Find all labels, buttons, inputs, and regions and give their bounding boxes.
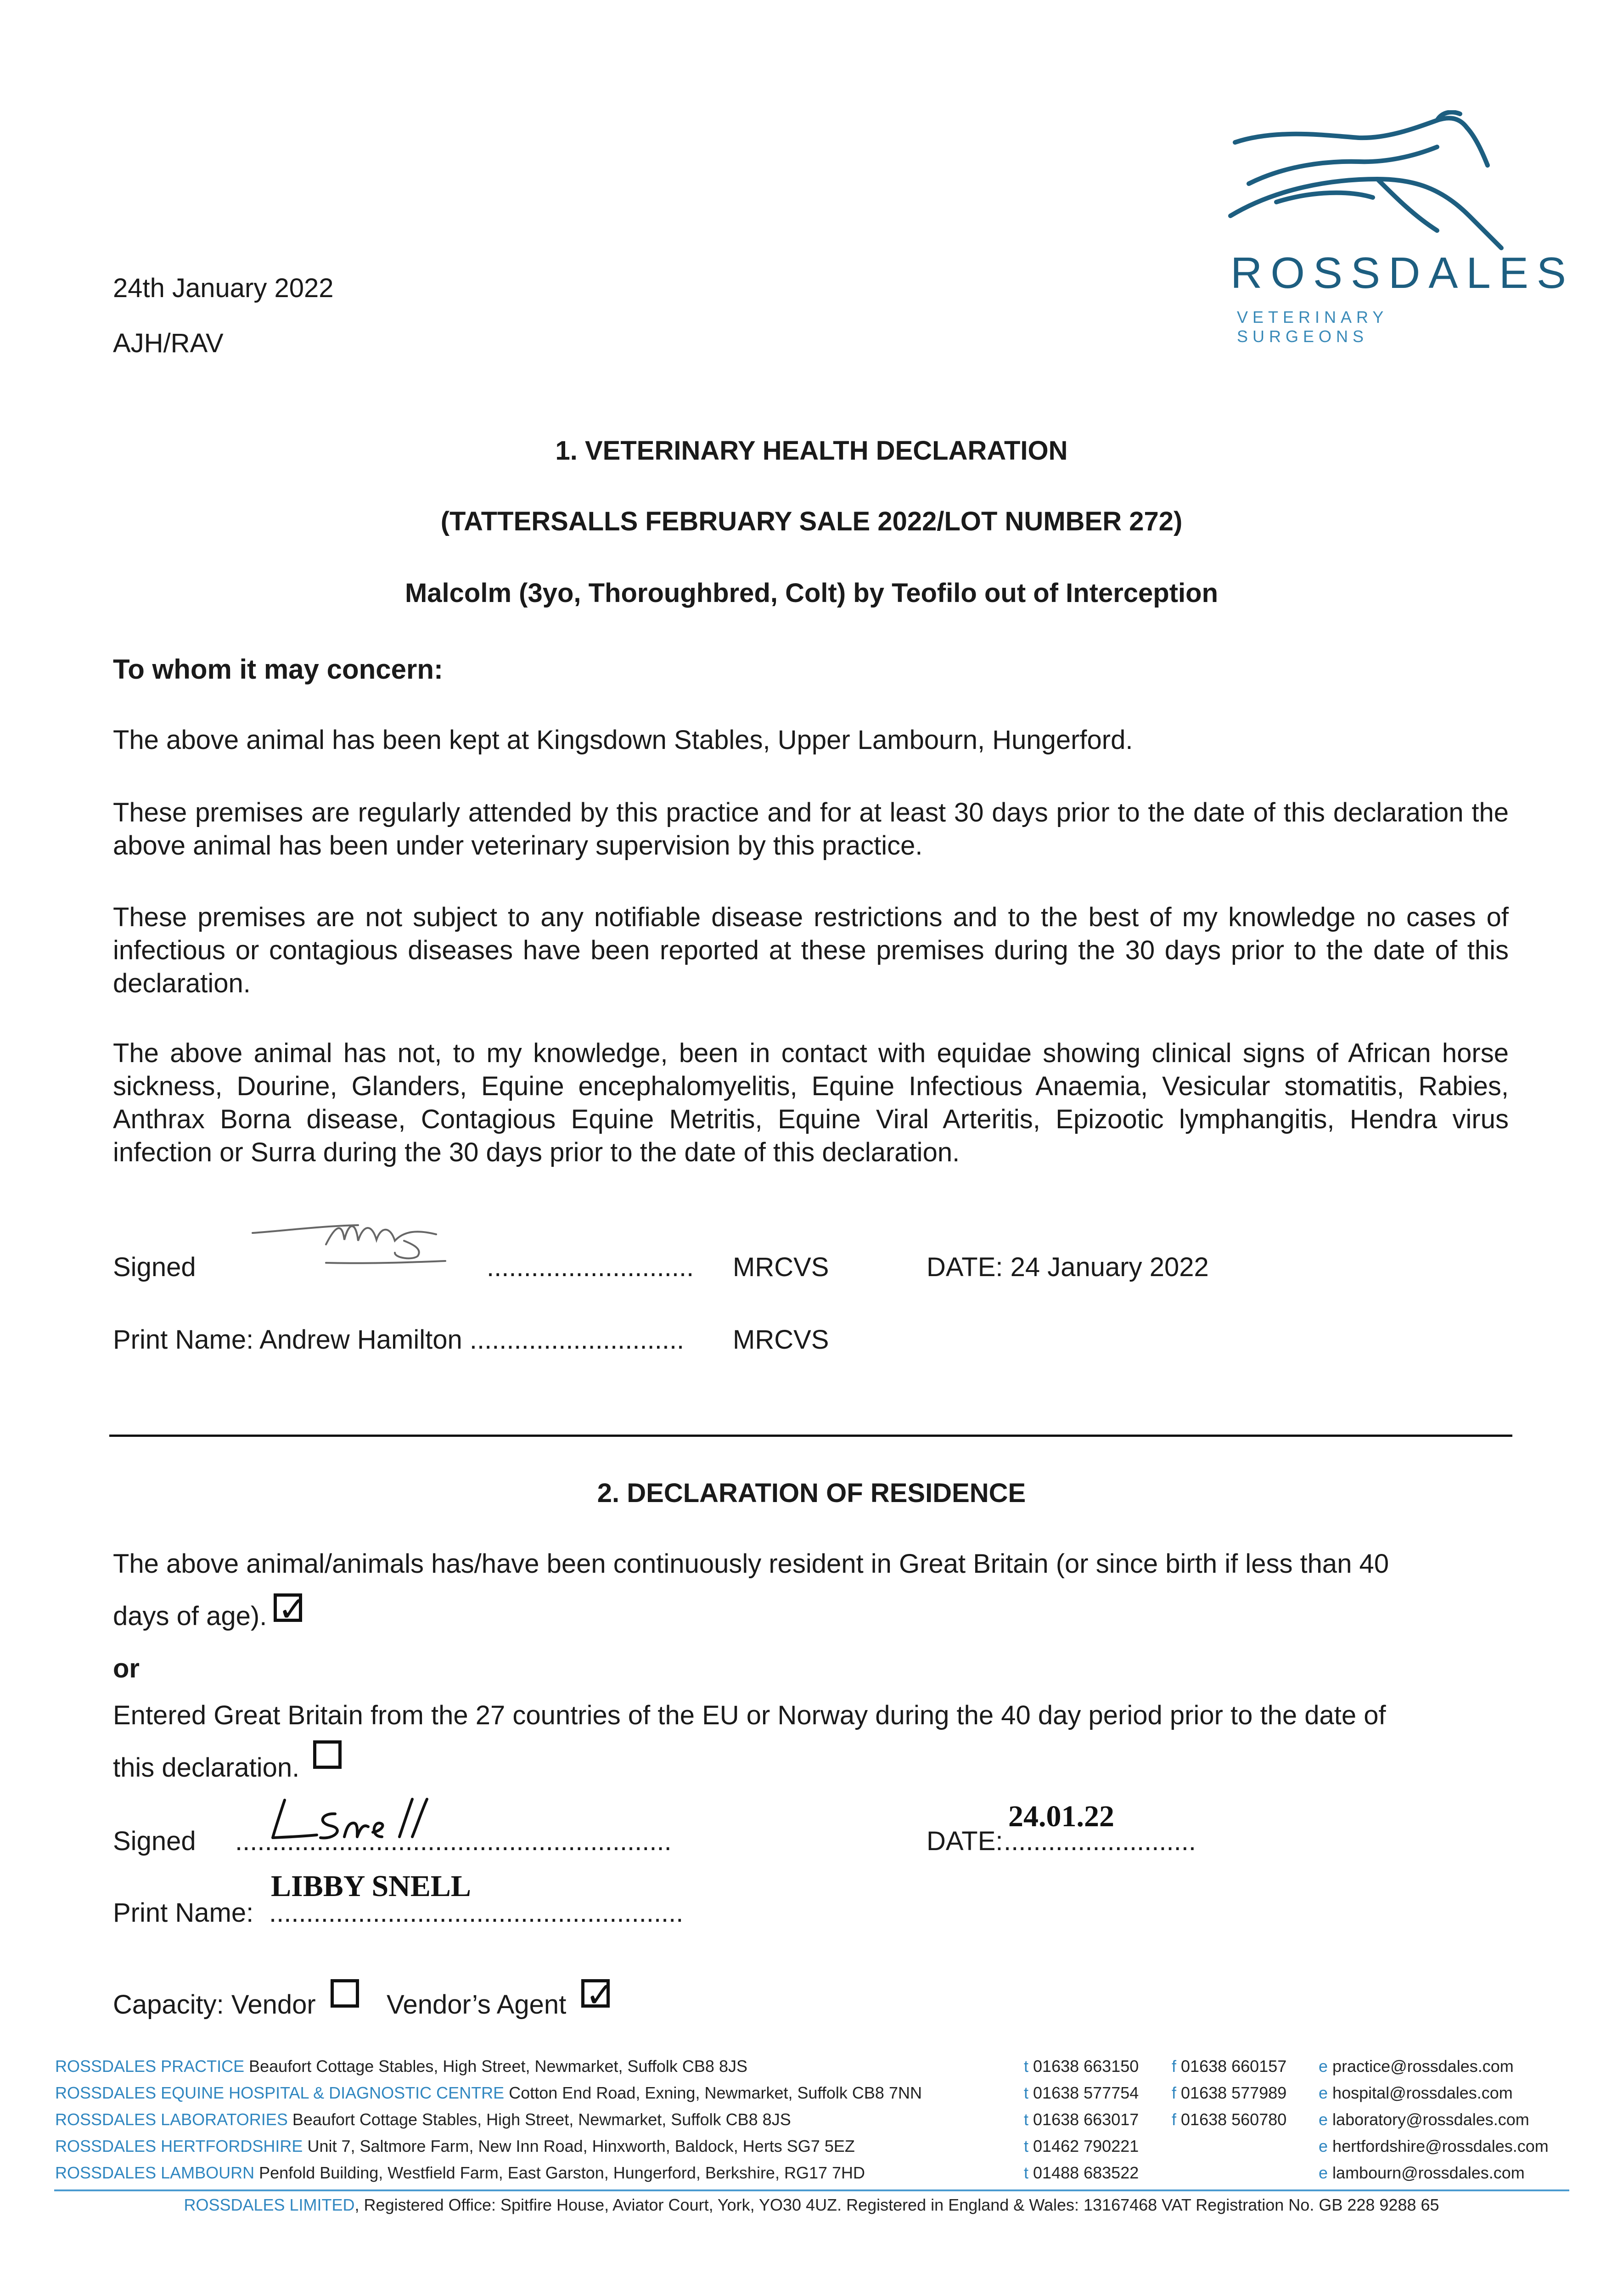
signed-dots-2: ........................................................... [235, 1826, 672, 1856]
footer-row-lambourn [55, 2163, 865, 2183]
letter-date: 24th January 2022 [113, 273, 334, 303]
resident-text-line1: The above animal/animals has/have been continuously resident in Great Britain (or since birth if less than 40 [113, 1549, 1389, 1579]
animal-heading: Malcolm (3yo, Thoroughbred, Colt) by Teofilo out of Interception [404, 578, 1219, 608]
paragraph-supervision: These premises are regularly attended by this practice and for at least 30 days prior to the date of this declaration the above animal has been under veterinary supervision by this practice. [113, 798, 1509, 861]
footer-row-hospital [55, 2083, 922, 2103]
print-name-dots-2: ........................................................ [269, 1898, 684, 1928]
footer-limited-name: ROSSDALES LIMITED [184, 2195, 355, 2214]
footer-lambourn-address: Penfold Building, Westfield Farm, East Garston, Hungerford, Berkshire, RG17 7HD [254, 2163, 865, 2182]
footer-email[interactable]: e lambourn@rossdales.com [1319, 2163, 1525, 2182]
footer-fax: f 01638 660157 [1172, 2057, 1287, 2076]
agent-name-handwritten: LIBBY SNELL [271, 1869, 471, 1903]
date-label-2: DATE: [927, 1826, 1003, 1856]
footer-registration [0, 2195, 1623, 2215]
vet-date: DATE: 24 January 2022 [927, 1252, 1209, 1282]
footer-hertfordshire-name: ROSSDALES HERTFORDSHIRE [55, 2137, 303, 2155]
entered-checkbox[interactable] [313, 1740, 342, 1769]
date-dots-2: .......................... [1004, 1826, 1196, 1856]
footer-row-hertfordshire [55, 2136, 855, 2156]
signed-dots-1: ............................ [487, 1252, 694, 1282]
footer-hospital-address: Cotton End Road, Exning, Newmarket, Suffolk CB8 7NN [504, 2083, 922, 2102]
footer-phone: t 01638 663150 [1024, 2057, 1139, 2076]
resident-text-line2: days of age). [113, 1601, 267, 1631]
logo-brand: ROSSDALES [1230, 248, 1574, 298]
reference: AJH/RAV [113, 328, 224, 358]
entered-text-line2: this declaration. [113, 1753, 300, 1783]
footer-fax: f 01638 577989 [1172, 2083, 1287, 2102]
footer-laboratories-name: ROSSDALES LABORATORIES [55, 2110, 288, 2129]
logo-subtitle: VETERINARY SURGEONS [1237, 308, 1388, 346]
footer-laboratories-address: Beaufort Cottage Stables, High Street, Newmarket, Suffolk CB8 8JS [287, 2110, 791, 2129]
print-name-label-2: Print Name: [113, 1898, 254, 1928]
vendor-checkbox[interactable] [331, 1979, 359, 2008]
footer-phone: t 01638 663017 [1024, 2110, 1139, 2129]
check-icon: ✓ [278, 1590, 307, 1629]
vendors-agent-checkbox[interactable] [581, 1975, 615, 2015]
footer-hertfordshire-address: Unit 7, Saltmore Farm, New Inn Road, Hinxworth, Baldock, Herts SG7 5EZ [303, 2137, 855, 2155]
section-divider [109, 1435, 1512, 1437]
footer-practice-name: ROSSDALES PRACTICE [55, 2057, 245, 2076]
footer-fax: f 01638 560780 [1172, 2110, 1287, 2129]
footer-phone: t 01488 683522 [1024, 2163, 1139, 2182]
footer-email[interactable]: e hospital@rossdales.com [1319, 2083, 1513, 2102]
footer-phone: t 01462 790221 [1024, 2137, 1139, 2155]
agent-date-handwritten: 24.01.22 [1008, 1800, 1114, 1833]
agent-signature [266, 1795, 441, 1846]
mrcvs-label-2: MRCVS [733, 1325, 829, 1355]
signed-label-1: Signed [113, 1252, 196, 1282]
sale-heading: (TATTERSALLS FEBRUARY SALE 2022/LOT NUMBER 272) [440, 506, 1183, 536]
footer-practice-address: Beaufort Cottage Stables, High Street, Newmarket, Suffolk CB8 8JS [244, 2057, 747, 2076]
paragraph-restrictions: These premises are not subject to any notifiable disease restrictions and to the best of my knowledge no cases of infectious or contagious diseases have been reported at these premises during the 30 days prior to the date of this declaration. [113, 902, 1509, 998]
section1-title: 1. VETERINARY HEALTH DECLARATION [555, 436, 1068, 466]
entered-text-line1: Entered Great Britain from the 27 countries of the EU or Norway during the 40 day period prior to the date of [113, 1700, 1386, 1730]
signed-label-2: Signed [113, 1826, 196, 1856]
resident-checkbox[interactable] [274, 1590, 307, 1629]
paragraph-premises: The above animal has been kept at Kingsdown Stables, Upper Lambourn, Hungerford. [113, 725, 1133, 755]
horse-logo-icon [1221, 110, 1515, 257]
salutation: To whom it may concern: [113, 654, 443, 685]
vet-print-name: Print Name: Andrew Hamilton ............................. [113, 1325, 685, 1355]
footer-phone: t 01638 577754 [1024, 2083, 1139, 2102]
vendors-agent-label: Vendor’s Agent [387, 1990, 567, 2020]
footer-row-practice [55, 2056, 747, 2077]
footer-rule [54, 2189, 1569, 2191]
footer-row-laboratories [55, 2110, 791, 2130]
section2-title: 2. DECLARATION OF RESIDENCE [597, 1478, 1026, 1508]
paragraph-contact: The above animal has not, to my knowledge, been in contact with equidae showing clinical signs of African horse sickness, Dourine, Glanders, Equine encephalomyelitis, Equine Infectious Anaemia, Vesicular stomatitis, Rabies, Anthrax Borna disease, Contagious Equine Metritis, Equine Viral Arteritis, Epizootic lymphangitis, Hendra virus infection or Surra during the 30 days prior to the date of this declaration. [113, 1038, 1509, 1167]
footer-email[interactable]: e hertfordshire@rossdales.com [1319, 2137, 1549, 2155]
footer-hospital-name: ROSSDALES EQUINE HOSPITAL & DIAGNOSTIC CENTRE [55, 2083, 505, 2102]
mrcvs-label-1: MRCVS [733, 1252, 829, 1282]
capacity-vendor-label: Capacity: Vendor [113, 1990, 316, 2020]
or-label: or [113, 1654, 140, 1683]
footer-email[interactable]: e laboratory@rossdales.com [1319, 2110, 1529, 2129]
check-icon: ✓ [585, 1975, 615, 2015]
rossdales-logo [1221, 110, 1574, 346]
vet-signature [243, 1212, 482, 1272]
footer-email[interactable]: e practice@rossdales.com [1319, 2057, 1514, 2076]
footer-lambourn-name: ROSSDALES LAMBOURN [55, 2163, 255, 2182]
footer-limited-text: , Registered Office: Spitfire House, Aviator Court, York, YO30 4UZ. Registered in England & Wales: 13167468 VAT Registration No. GB 228 9288 65 [354, 2195, 1439, 2214]
